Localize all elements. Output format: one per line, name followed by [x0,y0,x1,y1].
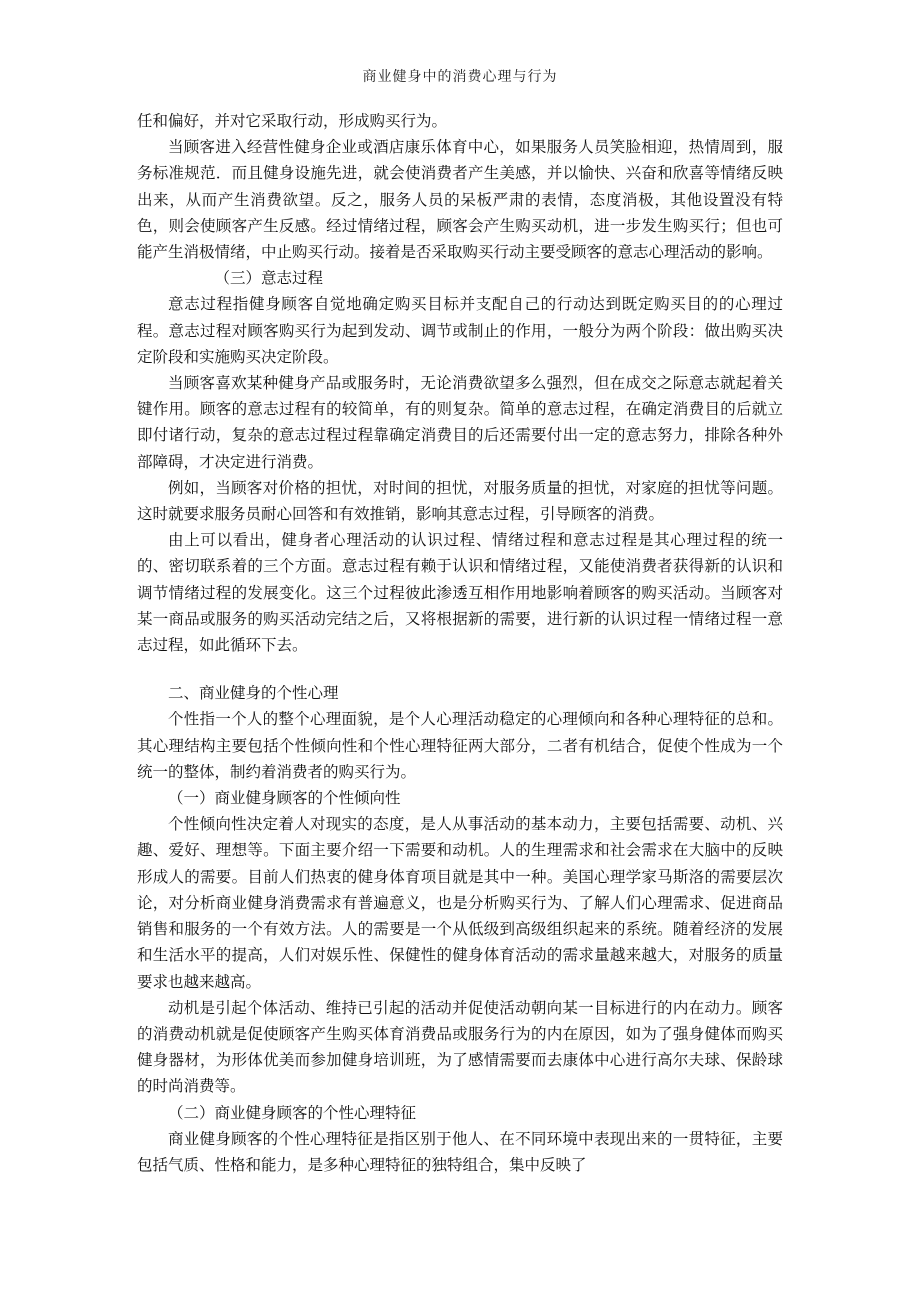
paragraph-will-role: 当顾客喜欢某种健身产品或服务时，无论消费欲望多么强烈，但在成交之际意志就起着关键作用。顾客的意志过程有的较简单，有的则复杂。简单的意志过程，在确定消费目的后就立即付诸行动，复杂的意志过程过程靠确定消费目的后还需要付出一定的意志努力，排除各种外部障碍，才决定进行消费。 [137,374,783,471]
section-gap [137,658,783,680]
paragraph-personality-definition: 个性指一个人的整个心理面貌，是个人心理活动稳定的心理倾向和各种心理特征的总和。其心理结构主要包括个性倾向性和个性心理特征两大部分，二者有机结合，促使个性成为一个统一的整体，制约着消费者的购买行为。 [137,710,783,781]
section-heading-personality: 二、商业健身的个性心理 [168,684,339,703]
section-heading-personality-traits: （二）商业健身顾客的个性心理特征 [168,1103,417,1122]
paragraph-continuation: 任和偏好，并对它采取行动，形成购买行为。 [137,112,448,130]
section-heading-will-process: （三）意志过程 [214,269,324,288]
paragraph-personality-tendency: 个性倾向性决定着人对现实的态度，是人从事活动的基本动力，主要包括需要、动机、兴趣、爱好、理想等。下面主要介绍一下需要和动机。人的生理需求和社会需求在大脑中的反映形成人的需要。目前人们热衷的健身体育项目就是其中一种。美国心理学家马斯洛的需要层次论，对分析商业健身消费需求有普遍意义，也是分析购买行为、了解人们心理需求、促进商品销售和服务的一个有效方法。人的需要是一个从低级到高级组织起来的系统。随着经济的发展和生活水平的提高，人们对娱乐性、保健性的健身体育活动的需求量越来越大，对服务的质量要求也越来越高。 [137,815,783,991]
section-heading-personality-tendency: （一）商业健身顾客的个性倾向性 [168,789,401,808]
running-header: 商业健身中的消费心理与行为 [362,69,558,85]
paragraph-personality-traits: 商业健身顾客的个性心理特征是指区别于他人、在不同环境中表现出来的一贯特征，主要包括气质、性格和能力，是多种心理特征的独特组合，集中反映了 [137,1129,783,1174]
paragraph-motive: 动机是引起个体活动、维持已引起的活动并促使活动朝向某一目标进行的内在动力。顾客的消费动机就是促使顾客产生购买体育消费品或服务行为的内在原因，如为了强身健体而购买健身器材，为形体优美而参加健身培训班，为了感情需要而去康体中心进行高尔夫球、保龄球的时尚消费等。 [137,998,783,1096]
paragraph-example: 例如，当顾客对价格的担忧，对时间的担忧，对服务质量的担忧，对家庭的担忧等问题。这时就要求服务员耐心回答和有效推销，影响其意志过程，引导顾客的消费。 [137,478,783,524]
document-body [137,108,783,1178]
paragraph-summary: 由上可以看出，健身者心理活动的认识过程、情绪过程和意志过程是其心理过程的统一的、密切联系着的三个方面。意志过程有赖于认识和情绪过程，又能使消费者获得新的认识和调节情绪过程的发展变化。这三个过程彼此渗透互相作用地影响着顾客的购买活动。当顾客对某一商品或服务的购买活动完结之后，又将根据新的需要，进行新的认识过程一情绪过程一意志过程，如此循环下去。 [137,531,783,655]
paragraph-emotion-process: 当顾客进入经营性健身企业或酒店康乐体育中心，如果服务人员笑脸相迎，热情周到，服务标准规范．而且健身设施先进，就会使消费者产生美感，并以愉快、兴奋和欣喜等情绪反映出来，从而产生消费欲望。反之，服务人员的呆板严肃的表情，态度消极，其他设置没有特色，则会使顾客产生反感。经过情绪过程，顾客会产生购买动机，进一步发生购买行；但也可能产生消极情绪，中止购买行动。接着是否采取购买行动主要受顾客的意志心理活动的影响。 [137,138,783,262]
paragraph-will-definition: 意志过程指健身顾客自觉地确定购买目标并支配自己的行动达到既定购买目的的心理过程。意志过程对顾客购买行为起到发动、调节或制止的作用，一般分为两个阶段：做出购买决定阶段和实施购买决定阶段。 [137,295,783,366]
